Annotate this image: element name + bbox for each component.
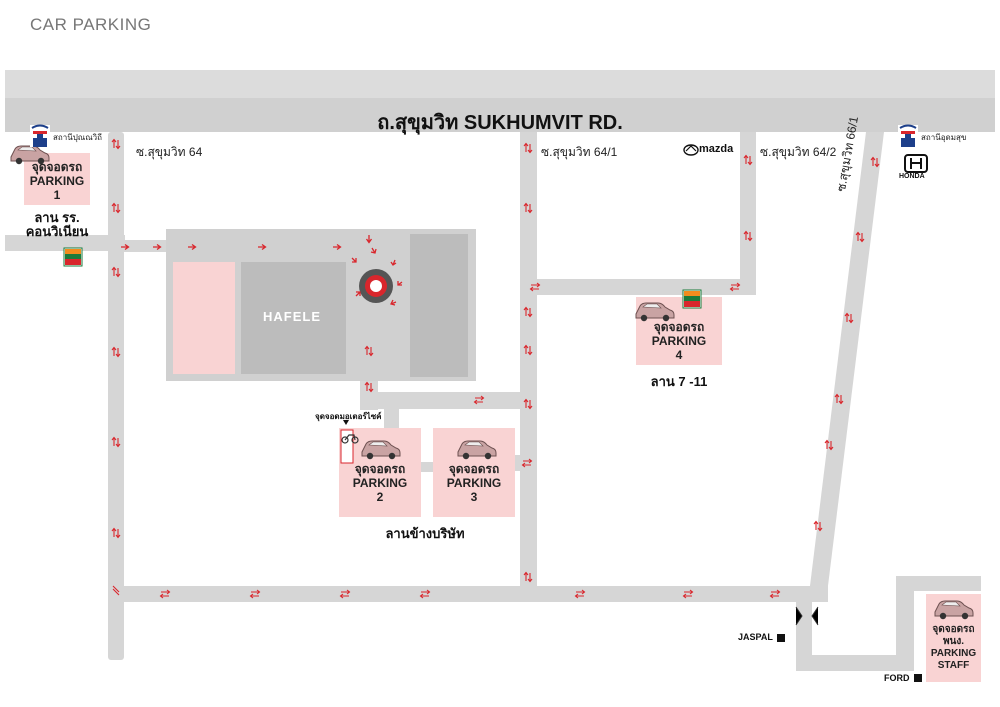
warehouse-block (410, 234, 468, 377)
parking-2-line-3: 2 (376, 490, 384, 504)
lot4-sub: ลาน 7 -11 (650, 374, 708, 389)
mazda-label: mazda (699, 143, 734, 155)
parking-3-line-1: จุดจอดรถ (448, 462, 500, 476)
staff-line-1: จุดจอดรถ (932, 624, 975, 635)
parking-3 (433, 462, 515, 512)
company-yard-label: ลานข้างบริษัท (385, 526, 465, 541)
street-label-soi64-2: ซ.สุขุมวิท 64/2 (760, 145, 837, 159)
street-label-soi66-1: ซ.สุขุมวิท 66/1 (833, 115, 862, 193)
lot1-sub-1: ลาน รร. (34, 210, 80, 225)
parking-2-line-2: PARKING (352, 476, 408, 490)
parking-4 (636, 318, 722, 362)
parking-4-line-3: 4 (675, 348, 683, 362)
parking-2-line-1: จุดจอดรถ (354, 462, 406, 476)
station-label-west: สถานีปุณณวิถี (53, 133, 102, 142)
ford-marker (914, 674, 922, 682)
parking-4-line-1: จุดจอดรถ (653, 320, 705, 334)
roads (5, 132, 981, 671)
jaspal-label: JASPAL (738, 632, 773, 642)
hafele-logo: HAFELE (263, 309, 321, 324)
parking-1-line-1: จุดจอดรถ (31, 160, 83, 174)
parking-1 (24, 153, 90, 205)
staff-line-4: STAFF (937, 660, 970, 671)
honda-logo-icon (905, 155, 927, 172)
mazda-logo-icon (684, 145, 698, 155)
page-title: CAR PARKING (30, 15, 152, 34)
parking-staff (926, 624, 981, 682)
parking-4-line-2: PARKING (651, 334, 707, 348)
honda-label: HONDA (899, 173, 925, 180)
roundabout-icon (359, 269, 393, 303)
street-label-soi64-1: ซ.สุขุมวิท 64/1 (541, 145, 618, 159)
staff-line-2: พนง. (942, 636, 965, 647)
station-label-east: สถานีอุดมสุข (921, 133, 967, 142)
staff-line-3: PARKING (930, 648, 977, 659)
motorcycle-label: จุดจอดมอเตอร์ไซค์ (315, 412, 382, 421)
street-label-soi64: ซ.สุขุมวิท 64 (136, 145, 203, 159)
main-road-top (5, 70, 995, 98)
parking-1-line-2: PARKING (29, 174, 85, 188)
parking-1-line-3: 1 (53, 188, 61, 202)
seven-eleven-icon (683, 290, 701, 308)
parking-3-line-3: 3 (470, 490, 478, 504)
main-road-label: ถ.สุขุมวิท SUKHUMVIT RD. (377, 112, 623, 134)
seven-eleven-icon (64, 248, 82, 266)
lot1-sub-2: คอนวิเนียน (25, 224, 89, 239)
hafele-parking-area (173, 262, 235, 374)
parking-2 (339, 462, 421, 512)
jaspal-marker (777, 634, 785, 642)
parking-3-line-2: PARKING (446, 476, 502, 490)
ford-label: FORD (884, 673, 910, 683)
